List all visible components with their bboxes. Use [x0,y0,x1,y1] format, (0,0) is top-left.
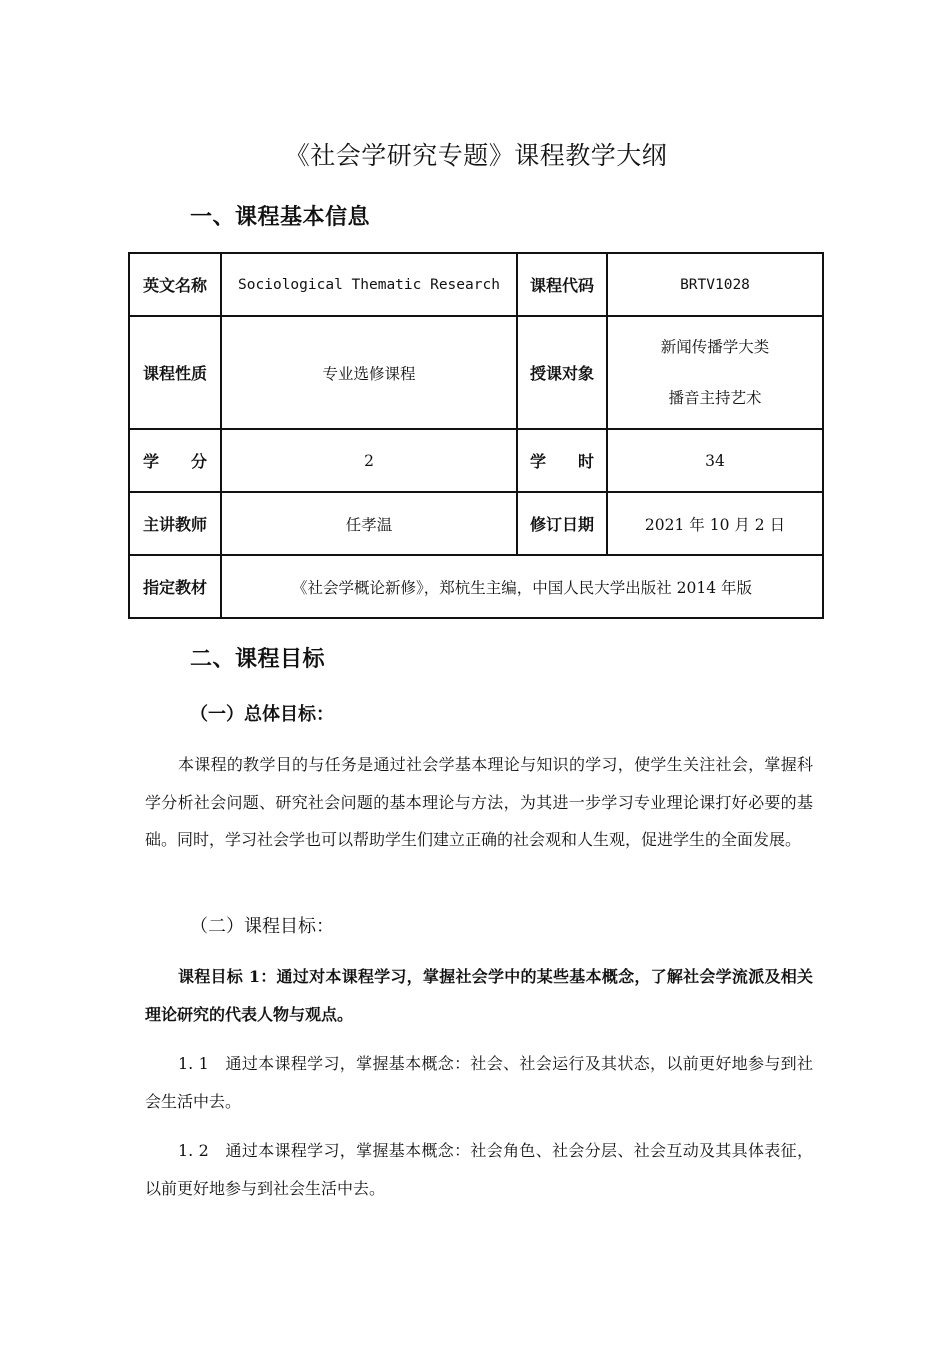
course-type-value: 专业选修课程 [221,316,517,429]
english-name-value: Sociological Thematic Research [221,253,517,316]
goal-item-1-2: 1. 2 通过本课程学习，掌握基本概念：社会角色、社会分层、社会互动及其具体表征，以前更好地参与到社会生活中去。 [145,1141,813,1198]
overall-goal-paragraph: 本课程的教学目的与任务是通过社会学基本理论与知识的学习，使学生关注社会，掌握科学分析社会问题、研究社会问题的基本理论与方法，为其进一步学习专业理论课打好必要的基础。同时，学习社会学也可以帮助学生们建立正确的社会观和人生观，促进学生的全面发展。 [145,755,813,849]
section-heading-basic-info: 一、课程基本信息 [190,205,371,230]
goal-item-1-1: 1. 1 通过本课程学习，掌握基本概念：社会、社会运行及其状态，以前更好地参与到社会生活中去。 [145,1054,813,1111]
subheading-overall-goal: （一）总体目标： [190,704,334,725]
credits-label: 学 分 [129,429,221,492]
audience-line-1: 新闻传播学大类 [660,337,770,356]
teacher-value: 任孝温 [221,492,517,555]
table-row [129,429,823,492]
table-row [129,316,823,429]
english-name-label: 英文名称 [129,253,221,316]
table-row [129,253,823,316]
table-row [129,492,823,555]
course-info-table [128,252,824,619]
revision-date-value: 2021 年 10 月 2 日 [607,492,823,555]
textbook-label: 指定教材 [129,555,221,618]
course-goal-1: 课程目标 1：通过对本课程学习，掌握社会学中的某些基本概念，了解社会学流派及相关理论研究的代表人物与观点。 [145,967,813,1024]
audience-value [607,316,823,429]
table-row [129,555,823,618]
course-code-label: 课程代码 [517,253,607,316]
audience-line-2: 播音主持艺术 [668,388,762,407]
page-title: 《社会学研究专题》课程教学大纲 [284,141,668,170]
audience-label: 授课对象 [517,316,607,429]
teacher-label: 主讲教师 [129,492,221,555]
section-heading-course-goals: 二、课程目标 [190,647,326,672]
course-code-value: BRTV1028 [607,253,823,316]
textbook-value: 《社会学概论新修》，郑杭生主编，中国人民大学出版社 2014 年版 [221,555,823,618]
subheading-course-goals: （二）课程目标： [190,916,334,937]
hours-label: 学 时 [517,429,607,492]
hours-value: 34 [607,429,823,492]
revision-date-label: 修订日期 [517,492,607,555]
course-type-label: 课程性质 [129,316,221,429]
credits-value: 2 [221,429,517,492]
